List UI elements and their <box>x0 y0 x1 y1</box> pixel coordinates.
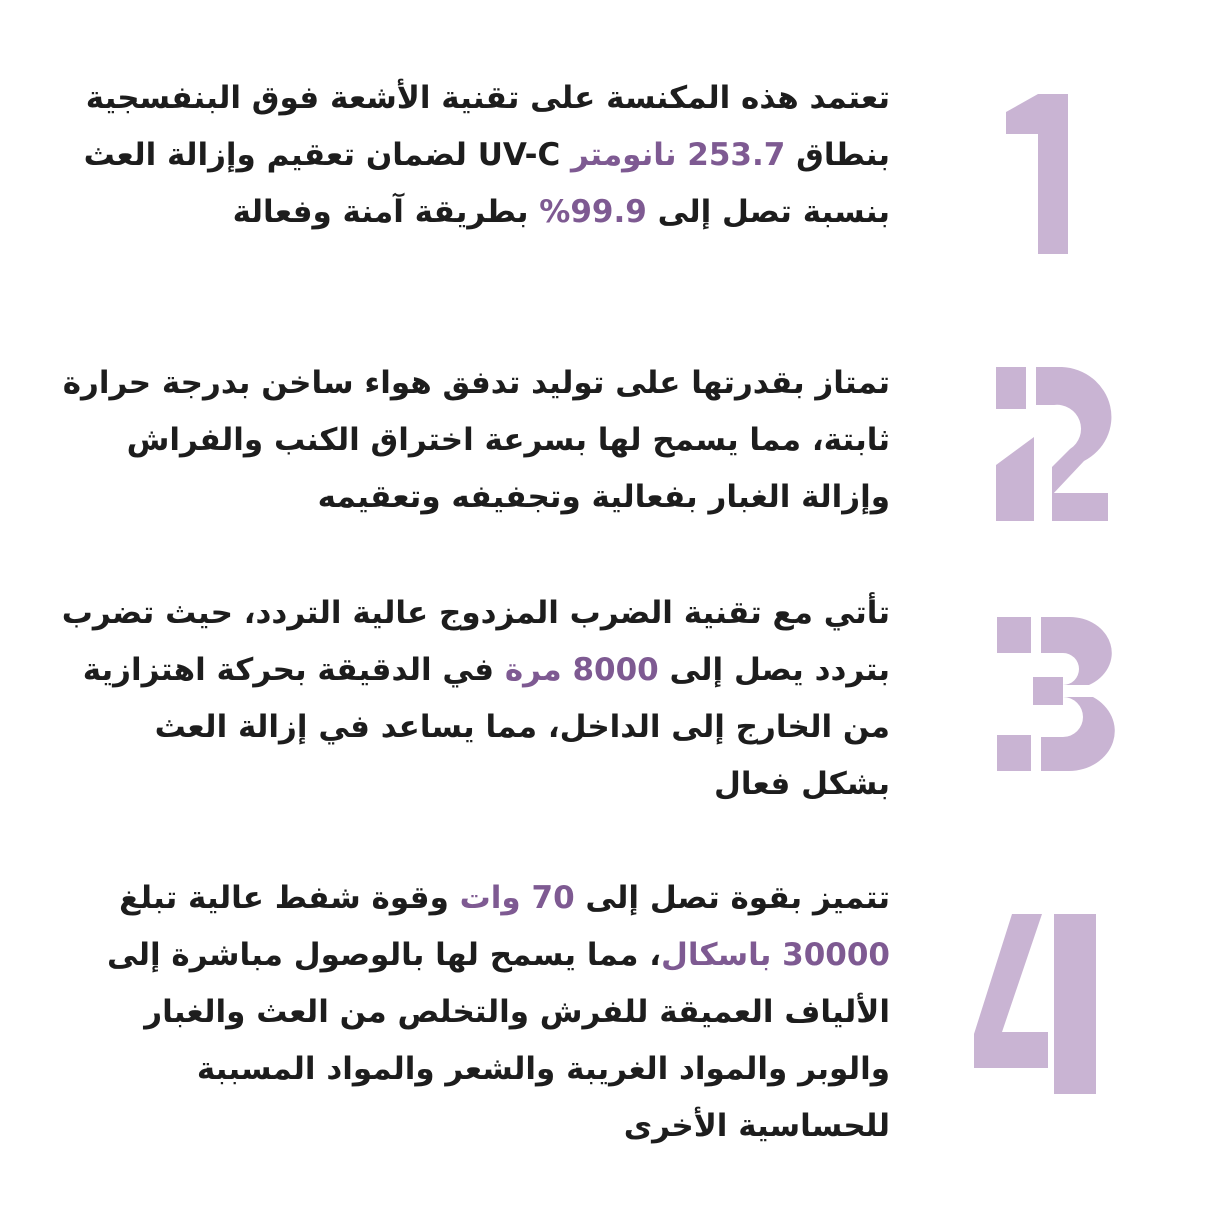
numeral-1-graphic <box>1000 90 1075 260</box>
feature-3-segment: في الدقيقة بحركة اهتزازية من الخارج إلى الداخل، مما يساعد في إزالة العث بشكل فعال <box>82 652 890 802</box>
numeral-2-graphic <box>992 367 1122 527</box>
numeral-4-graphic <box>972 910 1102 1100</box>
feature-1-text <box>60 70 890 241</box>
feature-4-text <box>60 870 890 1155</box>
feature-1-segment: UV-C لضمان تعقيم وإزالة العث بنسبة تصل إلى <box>83 137 890 230</box>
numeral-3-graphic <box>993 615 1123 775</box>
feature-1-highlight-percentage: 99.9% <box>539 194 647 230</box>
feature-4-segment: وقوة شفط عالية تبلغ <box>119 880 460 916</box>
feature-2-text <box>60 355 890 526</box>
feature-2-segment: تمتاز بقدرتها على توليد تدفق هواء ساخن بدرجة حرارة ثابتة، مما يسمح لها بسرعة اختراق الكنب والفراش وإزالة الغبار بفعالية وتجفيفه وتعقيمه <box>62 365 890 515</box>
feature-3-segment: تأتي مع تقنية الضرب المزدوج عالية التردد، حيث تضرب بتردد يصل إلى <box>61 595 890 688</box>
feature-4-segment: تتميز بقوة تصل إلى <box>574 880 890 916</box>
feature-4-highlight-power: 70 وات <box>459 880 575 916</box>
feature-3-text <box>60 585 890 813</box>
feature-1-segment: بطريقة آمنة وفعالة <box>232 194 540 230</box>
feature-1-segment: تعتمد هذه المكنسة على تقنية الأشعة فوق البنفسجية بنطاق <box>85 80 890 173</box>
feature-4-highlight-suction: 30000 باسكال <box>661 937 890 973</box>
feature-4-segment: ، مما يسمح لها بالوصول مباشرة إلى الألياف العميقة للفرش والتخلص من العث والغبار والوبر والمواد الغريبة والشعر والمواد المسببة للحساسية الأخرى <box>106 937 890 1144</box>
feature-1-highlight-wavelength: 253.7 نانومتر <box>571 137 786 173</box>
feature-3-highlight-frequency: 8000 مرة <box>504 652 659 688</box>
